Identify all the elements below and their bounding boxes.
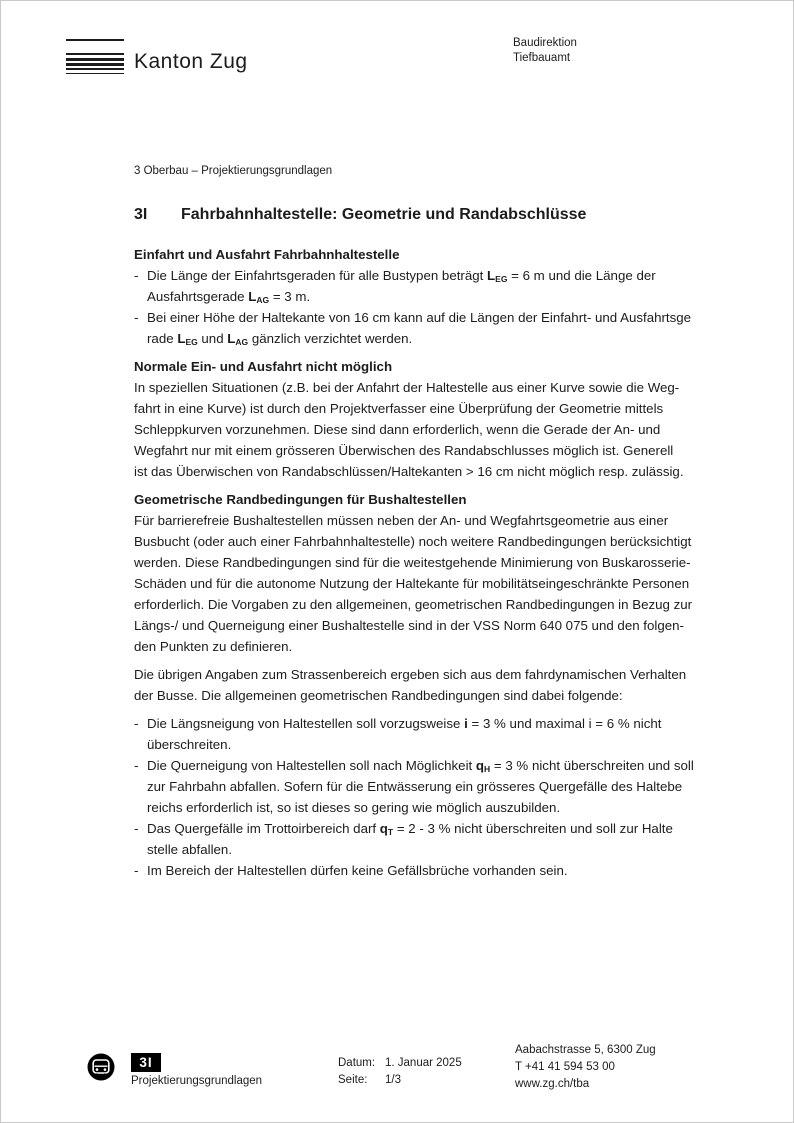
bullet-dash: - [134,268,139,283]
bus-icon [87,1053,115,1081]
bullet-item: - Bei einer Höhe der Haltekante von 16 cm kann auf die Längen der Einfahrt- und Ausfahrtsge rade $L_{EG}$ und $L_{AG}$ gänzlich verzichtet werden. [134,307,714,349]
bullet-item: - Die Längsneigung von Haltestellen soll vorzugsweise i = 3 % und maximal i = 6 % nicht überschreiten. [134,713,714,755]
section-heading: Geometrische Randbedingungen für Bushaltestellen [134,492,467,507]
bullet-item: - Im Bereich der Haltestellen dürfen keine Gefällsbrüche vorhanden sein. [134,860,714,881]
footer-doc-label: Projektierungsgrundlagen [131,1075,263,1087]
breadcrumb: 3 Oberbau – Projektierungsgrundlagen [134,165,333,177]
chapter-title-text: Fahrbahnhaltestelle: Geometrie und Randabschlüsse [181,206,587,223]
chapter-number: 3I [134,206,148,223]
section-heading: Normale Ein- und Ausfahrt nicht möglich [134,359,393,374]
footer-meta [338,1055,462,1089]
bullet-dash: - [134,310,139,325]
chapter-badge: 3I [131,1053,161,1072]
document-body [134,244,714,881]
footer-address [515,1042,656,1093]
page-label: Seite: [338,1074,368,1086]
kanton-zug-stripes-logo [66,39,124,79]
paragraph: In speziellen Situationen (z.B. bei der Anfahrt der Haltestelle aus einer Kurve sowie die Weg- fahrt in eine Kurve) ist durch den Projektverfasser eine Überprüfung der Geometrie mittels Schleppkurven vorzunehmen. Diese sind dann erforderlich, wenn die Gerade der An- und Wegfahrt nur mit einem grösseren Überwischen des Randabschlusses möglich ist. Generell ist das Überwischen von Randabschlüssen/Haltekanten > 16 cm nicht möglich resp. zulässig. [134,380,684,479]
bullet-dash: - [134,758,139,773]
address-web: www.zg.ch/tba [515,1078,590,1090]
paragraph: Die übrigen Angaben zum Strassenbereich ergeben sich aus dem fahrdynamischen Verhalten der Busse. Die allgemeinen geometrischen Randbedingungen sind dabei folgende: [134,667,687,703]
brand-name: Kanton Zug [134,50,248,73]
org-block [513,36,577,66]
section-heading: Einfahrt und Ausfahrt Fahrbahnhaltestelle [134,247,400,262]
bullet-item: - Das Quergefälle im Trottoirbereich darf $q_T = 2 - 3$ % nicht überschreiten und soll zur Halte stelle abfallen. [134,818,714,860]
org-direction: Baudirektion [513,37,577,49]
address-street: Aabachstrasse 5, 6300 Zug [515,1044,656,1056]
bullet-dash: - [134,716,139,731]
org-office: Tiefbauamt [513,52,571,64]
page-value: 1/3 [385,1074,401,1086]
bullet-item: - Die Länge der Einfahrtsgeraden für alle Bustypen beträgt $L_{EG} = 6$ m und die Länge der Ausfahrtsgerade $L_{AG} = 3$ m. [134,265,714,307]
bullet-list [134,713,714,881]
bullet-dash: - [134,863,139,878]
page-title [134,205,714,225]
bullet-list [134,265,714,349]
bullet-item: - Die Querneigung von Haltestellen soll nach Möglichkeit $q_H = 3$ % nicht überschreiten und soll zur Fahrbahn abfallen. Sofern für die Entwässerung ein grösseres Quergefälle des Haltebe reichs erforderlich ist, so ist dieses so gering wie möglich auszubilden. [134,755,714,818]
bullet-dash: - [134,821,139,836]
address-phone: T +41 41 594 53 00 [515,1061,615,1073]
paragraph: Für barrierefreie Bushaltestellen müssen neben der An- und Wegfahrtsgeometrie aus einer Busbucht (oder auch einer Fahrbahnhaltestelle) noch weitere Randbedingungen berücksichtigt werden. Diese Randbedingungen sind für die weitestgehende Minimierung von Buskarosserie- Schäden und für die autonome Nutzung der Haltekante für mobilitätseingeschränkte Personen erforderlich. Die Vorgaben zu den allgemeinen, geometrischen Randbedingungen in Bezug zur Längs-/ und Querneigung einer Bushaltestelle sind in der VSS Norm 640 075 und den folgen- den Punkten zu definieren. [134,513,693,654]
date-label: Datum: [338,1057,376,1069]
date-value: 1. Januar 2025 [385,1057,462,1069]
